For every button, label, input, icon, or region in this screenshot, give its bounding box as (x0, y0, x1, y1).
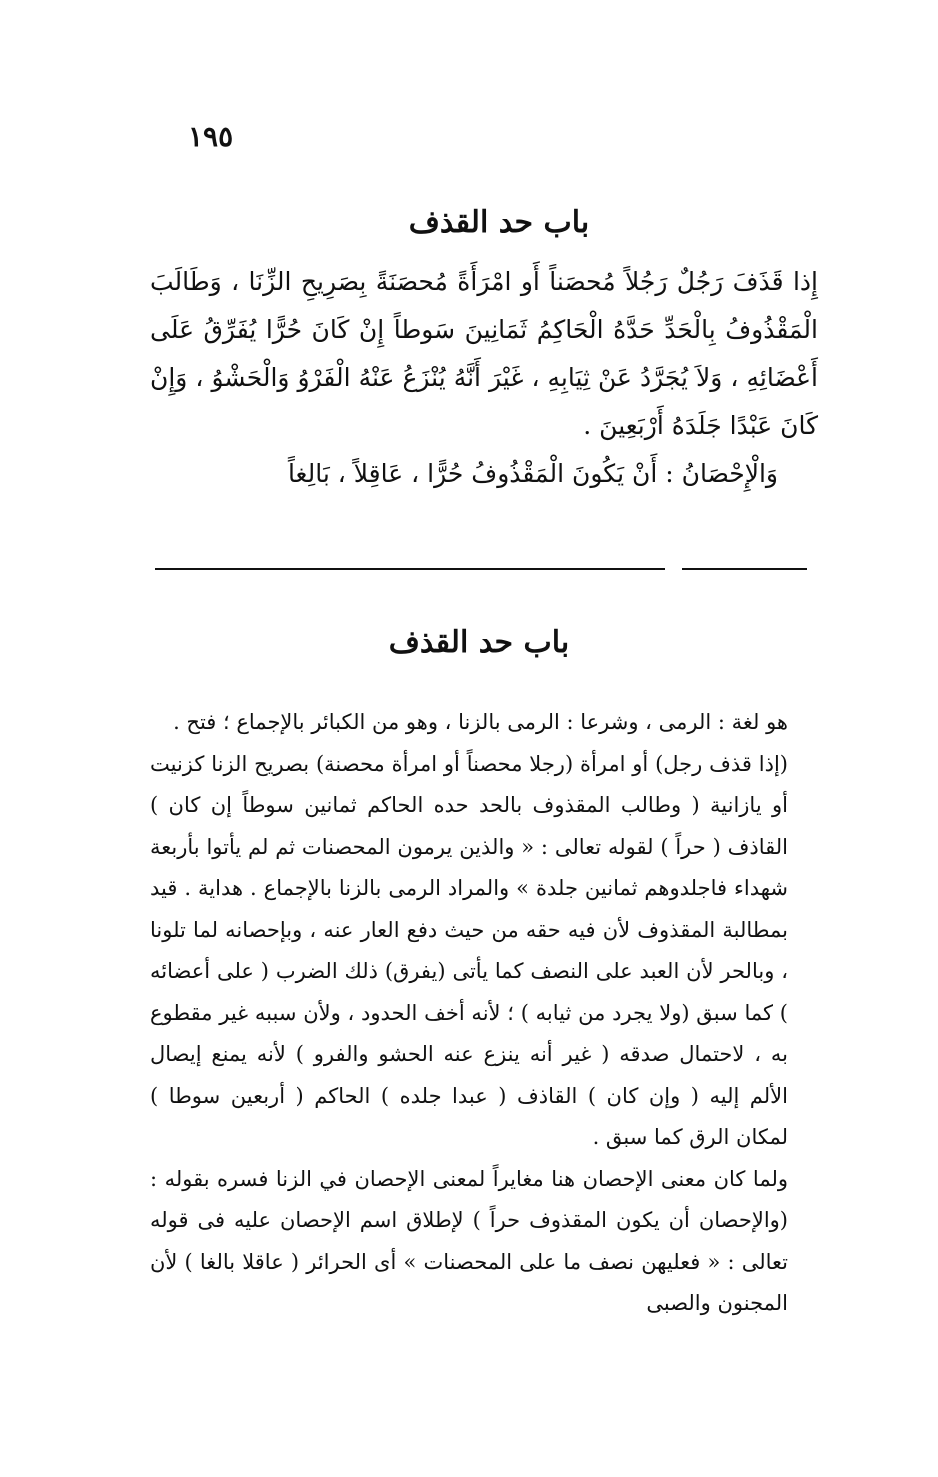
separator-rule (155, 568, 665, 570)
sharh-paragraph: (إذا قذف رجل) أو امرأة (رجلا محصناً أو امرأة محصنة) بصريح الزنا كزنيت أو يازانية ( وطالب المقذوف بالحد حده الحاكم ثمانين سوطاً إن كان ) القاذف ( حراً ) لقوله تعالى : « والذين يرمون المحصنات ثم لم يأتوا بأربعة شهداء فاجلدوهم ثمانين جلدة » والمراد الرمى بالزنا بالإجماع . هداية . قيد بمطالبة المقذوف لأن فيه حقه من حيث دفع العار عنه ، وبإحصانه لما تلونا ، وبالحر لأن العبد على النصف كما يأتى (يفرق) ذلك الضرب ( على أعضائه ) كما سبق (ولا يجرد من ثيابه ) ؛ لأنه أخف الحدود ، ولأن سببه غير مقطوع به ، لاحتمال صدقه ( غير أنه ينزع عنه الحشو والفرو ) لأنه يمنع إيصال الألم إليه ( وإن كان ) القاذف ( عبدا جلده ) الحاكم ( أربعين سوطا ) لمكان الرق كما سبق . (150, 751, 788, 1149)
matn-paragraph: إِذا قَذَفَ رَجُلٌ رَجُلاً مُحصَناً أَو امْرَأَةً مُحصَنَةً بِصَرِيحِ الزِّنَا ، وَطَالَبَ الْمَقْذُوفُ بِالْحَدِّ حَدَّهُ الْحَاكِمُ ثَمَانِينَ سَوطاً إِنْ كَانَ حُرًّا يُفَرِّقُ عَلَى أَعْضَائِهِ ، وَلاَ يُجَرَّدُ عَنْ ثِيَابِهِ ، غَيْرَ أَنَّهُ يُنْزَعُ عَنْهُ الْفَرْوُ وَالْحَشْوُ ، وَإِنْ كَانَ عَبْدًا جَلَدَهُ أَرْبَعِينَ . (150, 267, 818, 440)
separator-rule (682, 568, 807, 570)
sharh-heading: باب حد القذف (388, 625, 570, 660)
matn-paragraph: وَالْإِحْصَانُ : أَنْ يَكُونَ الْمَقْذُوفُ حُرًّا ، عَاقِلاً ، بَالِغاً (287, 459, 778, 488)
sharh-paragraph: ولما كان معنى الإحصان هنا مغايراً لمعنى الإحصان في الزنا فسره بقوله : (والإحصان أن يكون المقذوف حراً ) لإطلاق اسم الإحصان عليه فى قوله تعالى : « فعليهن نصف ما على المحصنات » أى الحرائر ( عاقلا بالغا ) لأن المجنون والصبى (150, 1166, 788, 1315)
sharh-text (150, 702, 828, 1325)
matn-heading: باب حد القذف (408, 205, 590, 240)
matn-text (150, 258, 818, 498)
page-number: ١٩٥ (188, 120, 234, 153)
sharh-paragraph: هو لغة : الرمى ، وشرعا : الرمى بالزنا ، وهو من الكبائر بالإجماع ؛ فتح . (173, 710, 788, 734)
